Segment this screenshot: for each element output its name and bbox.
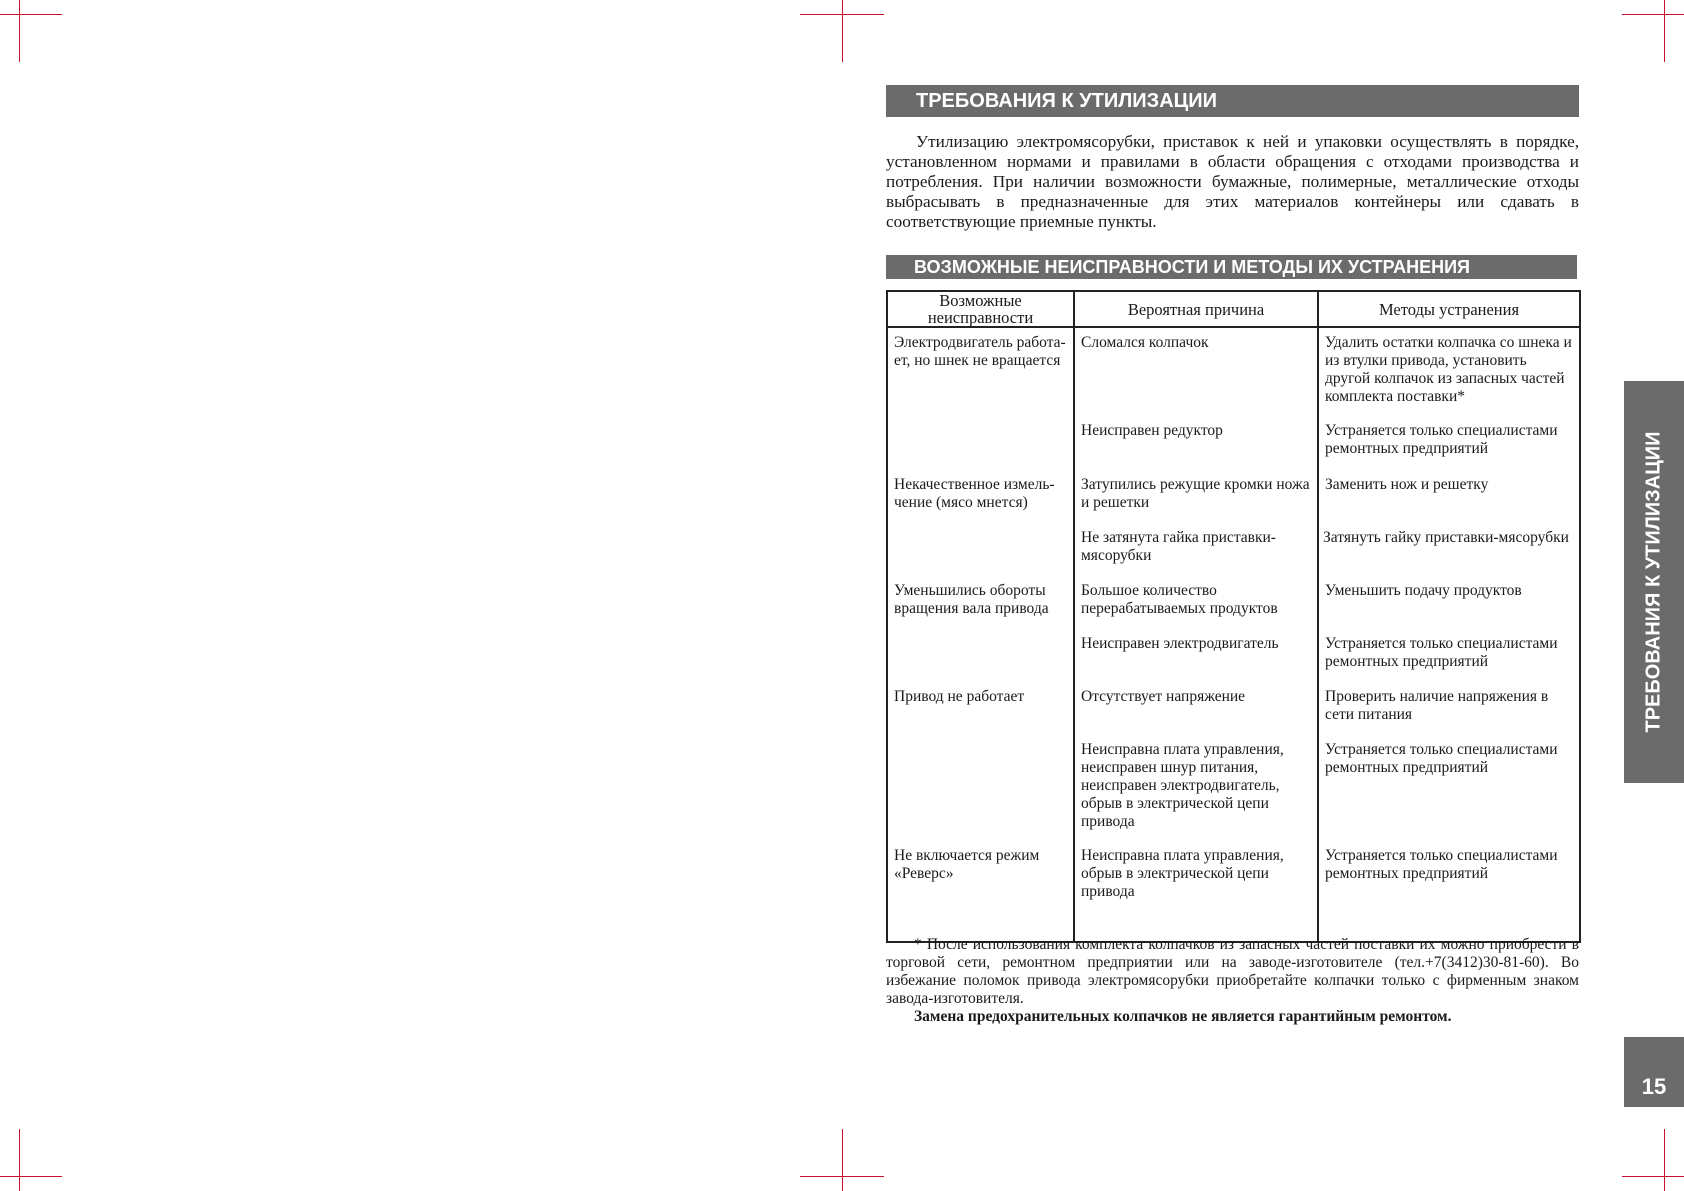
crop-mark bbox=[842, 0, 843, 62]
header-faults: Возможные неисправности bbox=[887, 291, 1074, 327]
crop-mark bbox=[1622, 1176, 1684, 1177]
crop-mark bbox=[19, 0, 20, 62]
remedy-item: Устраняется только специалистами ремонтных предприятий bbox=[1325, 422, 1558, 457]
fault-item: Электродвигатель работа-ет, но шнек не вращается bbox=[894, 334, 1066, 369]
faults-table bbox=[886, 290, 1581, 943]
cause-item: Неисправен электродвигатель bbox=[1081, 635, 1279, 652]
crop-mark bbox=[19, 1129, 20, 1191]
crop-mark bbox=[1622, 14, 1684, 15]
causes-column bbox=[1074, 327, 1318, 942]
remedy-item: Уменьшить подачу продуктов bbox=[1325, 582, 1522, 599]
footnote bbox=[886, 936, 1579, 1008]
cause-item: Отсутствует напряжение bbox=[1081, 688, 1246, 705]
cause-item: Затупились режущие кромки ножа и решетки bbox=[1081, 476, 1310, 511]
remedy-item: Устраняется только специалистами ремонтных предприятий bbox=[1325, 741, 1558, 776]
footnote-bold: Замена предохранительных колпачков не является гарантийным ремонтом. bbox=[914, 1008, 1452, 1025]
side-tab-label: ТРЕБОВАНИЯ К УТИЛИЗАЦИИ bbox=[1642, 431, 1665, 733]
crop-mark bbox=[0, 1176, 62, 1177]
crop-mark bbox=[0, 14, 62, 15]
cause-item: Неисправна плата управления, неисправен шнур питания, неисправен электродвигатель, обрыв в электрической цепи привода bbox=[1081, 741, 1284, 830]
remedy-item: Заменить нож и решетку bbox=[1325, 476, 1489, 493]
cause-item: Неисправна плата управления, обрыв в электрической цепи привода bbox=[1081, 847, 1284, 900]
cause-item: Сломался колпачок bbox=[1081, 334, 1209, 351]
table-body-row bbox=[887, 327, 1580, 942]
crop-mark bbox=[1664, 1129, 1665, 1191]
disposal-paragraph bbox=[886, 132, 1579, 232]
header-remedies: Методы устранения bbox=[1318, 291, 1580, 327]
fault-item: Не включается режим «Реверс» bbox=[894, 847, 1040, 882]
cause-item: Большое количество перерабатываемых продуктов bbox=[1081, 582, 1278, 617]
remedy-item: Устраняется только специалистами ремонтных предприятий bbox=[1325, 635, 1558, 670]
faults-heading: ВОЗМОЖНЫЕ НЕИСПРАВНОСТИ И МЕТОДЫ ИХ УСТРАНЕНИЯ bbox=[886, 255, 1577, 279]
remedy-item: Затянуть гайку приставки-мясорубки bbox=[1323, 529, 1569, 546]
fault-item: Некачественное измель-чение (мясо мнется) bbox=[894, 476, 1055, 511]
faults-column bbox=[887, 327, 1074, 942]
fault-item: Уменьшились обороты вращения вала привода bbox=[894, 582, 1049, 617]
table-header-row bbox=[887, 291, 1580, 327]
cause-item: Неисправен редуктор bbox=[1081, 422, 1223, 439]
footnote-text: * После использования комплекта колпачков из запасных частей поставки их можно приобрести в торговой сети, ремонтном предприятии или на заводе-изготовителе (тел.+7(3412)30-81-60). Во избежание поломок привода электромясорубки приобретайте колпачки только с фирменным знаком завода-изготовителя. bbox=[886, 936, 1579, 1007]
remedy-item: Проверить наличие напряжения в сети питания bbox=[1325, 688, 1549, 723]
disposal-text: Утилизацию электромясорубки, приставок к ней и упаковки осуществлять в порядке, установленном нормами и правилами в области обращения с отходами производства и потребления. При наличии возможности бумажные, полимерные, металлические отходы выбрасывать в предназначенные для этих материалов контейнеры или сдавать в соответствующие приемные пункты. bbox=[886, 132, 1579, 231]
header-causes: Вероятная причина bbox=[1074, 291, 1318, 327]
remedy-item: Удалить остатки колпачка со шнека и из втулки привода, установить другой колпачок из запасных частей комплекта поставки* bbox=[1325, 334, 1572, 405]
crop-mark bbox=[1664, 0, 1665, 62]
page-number: 15 bbox=[1624, 1037, 1684, 1107]
remedies-column bbox=[1318, 327, 1580, 942]
fault-item: Привод не работает bbox=[894, 688, 1025, 705]
crop-mark bbox=[842, 1129, 843, 1191]
remedy-item: Устраняется только специалистами ремонтных предприятий bbox=[1325, 847, 1558, 882]
side-section-tab bbox=[1624, 381, 1684, 783]
cause-item: Не затянута гайка приставки-мясорубки bbox=[1081, 529, 1276, 564]
disposal-heading: ТРЕБОВАНИЯ К УТИЛИЗАЦИИ bbox=[886, 85, 1579, 117]
